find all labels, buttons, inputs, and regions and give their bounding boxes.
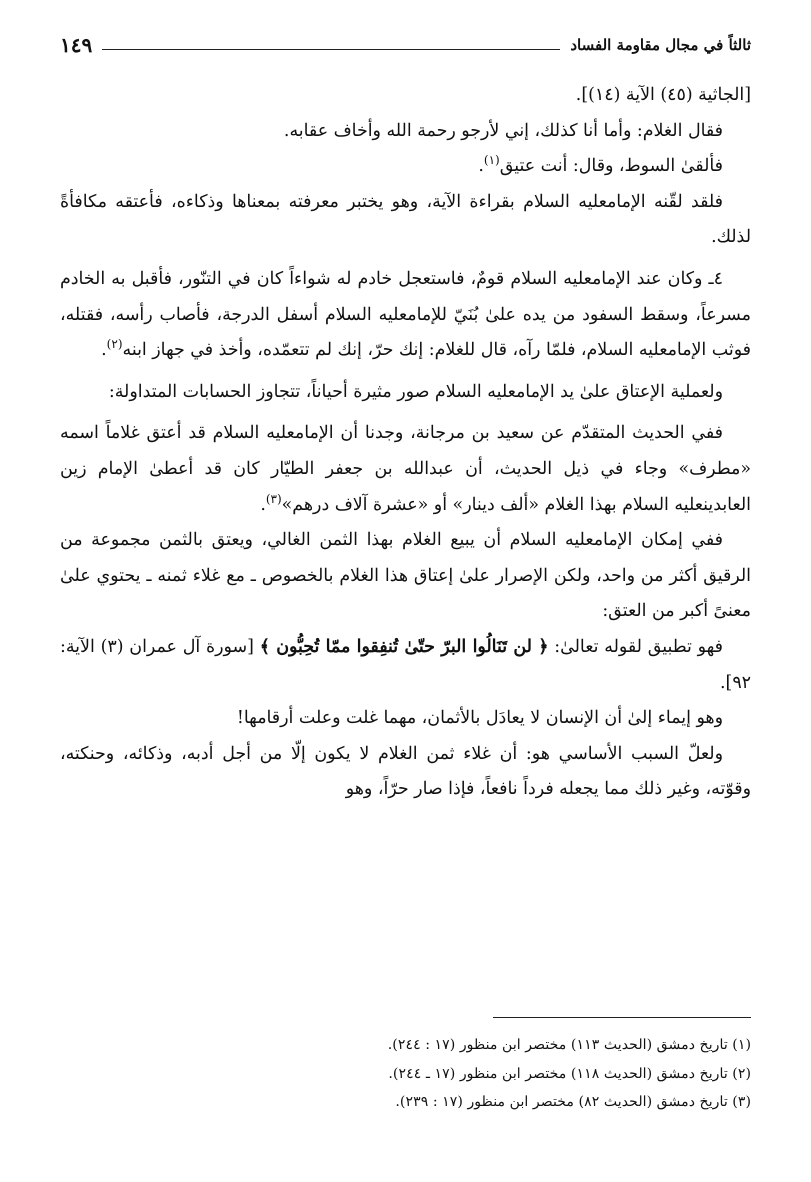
- paragraph-text: فألقىٰ السوط، وقال: أنت عتيق: [499, 156, 723, 177]
- paragraph: [60, 630, 751, 701]
- footnote: (٢) تاريخ دمشق (الحديث ١١٨) مختصر ابن منظور (١٧ ـ ٢٤٤).: [388, 1065, 751, 1082]
- running-header: [60, 30, 751, 60]
- footnote-marker: (٣): [265, 491, 282, 506]
- verse-reference: [الجاثية (٤٥) الآية (١٤)].: [575, 85, 751, 105]
- main-text: [60, 78, 751, 808]
- verse-reference: [سورة آل عمران (٣) الآية: ٩٢].: [60, 636, 751, 693]
- footnote: (٣) تاريخ دمشق (الحديث ٨٢) مختصر ابن منظور (١٧ : ٢٣٩).: [395, 1094, 751, 1110]
- paragraph: ففي إمكان الإمامعليه السلام أن يبيع الغلام بهذا الثمن الغالي، ويعتق بالثمن مجموعة من الرقيق أكثر من واحد، ولكن الإصرار علىٰ إعتاق هذا الغلام بالخصوص ـ مع غلاء ثمنه ـ يحتوي علىٰ معنىً أكبر من العتق:: [60, 530, 751, 622]
- header-rule: [102, 49, 560, 50]
- paragraph: فلقد لقّنه الإمامعليه السلام بقراءة الآية، وهو يختبر معرفته بمعناها وذكاءه، فأعتقه مكافأةً لذلك.: [60, 191, 751, 248]
- paragraph-text: ٤ـ وكان عند الإمامعليه السلام قومٌ، فاستعجل خادم له شواءاً كان في التنّور، فأقبل به الخادم مسرعاً، وسقط السفود من يده علىٰ بُنَيّ للإمامعليه السلام أسفل الدرجة، فأصاب رأسه، فقتله، فوثب الإمامعليه السلام، فلمّا رآه، قال للغلام: إنك حرّ، إنك لم تتعمّده، وأخذ في جهاز ابنه: [60, 268, 751, 361]
- paragraph: فقال الغلام: وأما أنا كذلك، إني لأرجو رحمة الله وأخاف عقابه.: [283, 120, 723, 141]
- paragraph-text: ففي الحديث المتقدّم عن سعيد بن مرجانة، وجدنا أن الإمامعليه السلام قد أعتق غلاماً اسمه «مطرف» وجاء في ذيل الحديث، أن عبدالله بن جعفر الطيّار كان قد أعطىٰ الإمام زين العابدينعليه السلام بهذا الغلام «ألف دينار» أو «عشرة آلاف درهم»: [60, 423, 751, 515]
- paragraph: [60, 262, 751, 369]
- paragraph: [60, 416, 751, 523]
- paragraph-end: .: [101, 340, 107, 361]
- paragraph-end: .: [260, 494, 266, 515]
- paragraph: [60, 149, 751, 185]
- chapter-title: ثالثاً في مجال مقاومة الفساد: [570, 36, 751, 54]
- page-number: ١٤٩: [60, 33, 93, 57]
- footnote: (١) تاريخ دمشق (الحديث ١١٣) مختصر ابن منظور (١٧ : ٢٤٤).: [387, 1037, 751, 1053]
- paragraph-end: .: [478, 156, 484, 177]
- paragraph: ولعملية الإعتاق علىٰ يد الإمامعليه السلام صور مثيرة أحياناً، تتجاوز الحسابات المتداولة:: [108, 381, 723, 402]
- paragraph: ولعلّ السبب الأساسي هو: أن غلاء ثمن الغلام لا يكون إلّا من أجل أدبه، وذكائه، وحنكته، وقوّته، وغير ذلك مما يجعله فرداً نافعاً، فإذا صار حرّاً، وهو: [60, 743, 751, 800]
- paragraph: وهو إيماء إلىٰ أن الإنسان لا يعادَل بالأثمان، مهما غلت وعلت أرقامها!: [236, 708, 723, 729]
- footnote-marker: (١): [483, 153, 500, 168]
- quran-verse: ﴿ لن تَنَالُوا البرّ حتّىٰ تُنفِقوا ممّا تُحِبُّون ﴾: [259, 636, 549, 657]
- footnote-divider: [493, 1017, 751, 1018]
- paragraph-text: فهو تطبيق لقوله تعالىٰ:: [554, 636, 723, 657]
- footnote-marker: (٢): [106, 337, 123, 352]
- footnotes: [60, 1031, 751, 1117]
